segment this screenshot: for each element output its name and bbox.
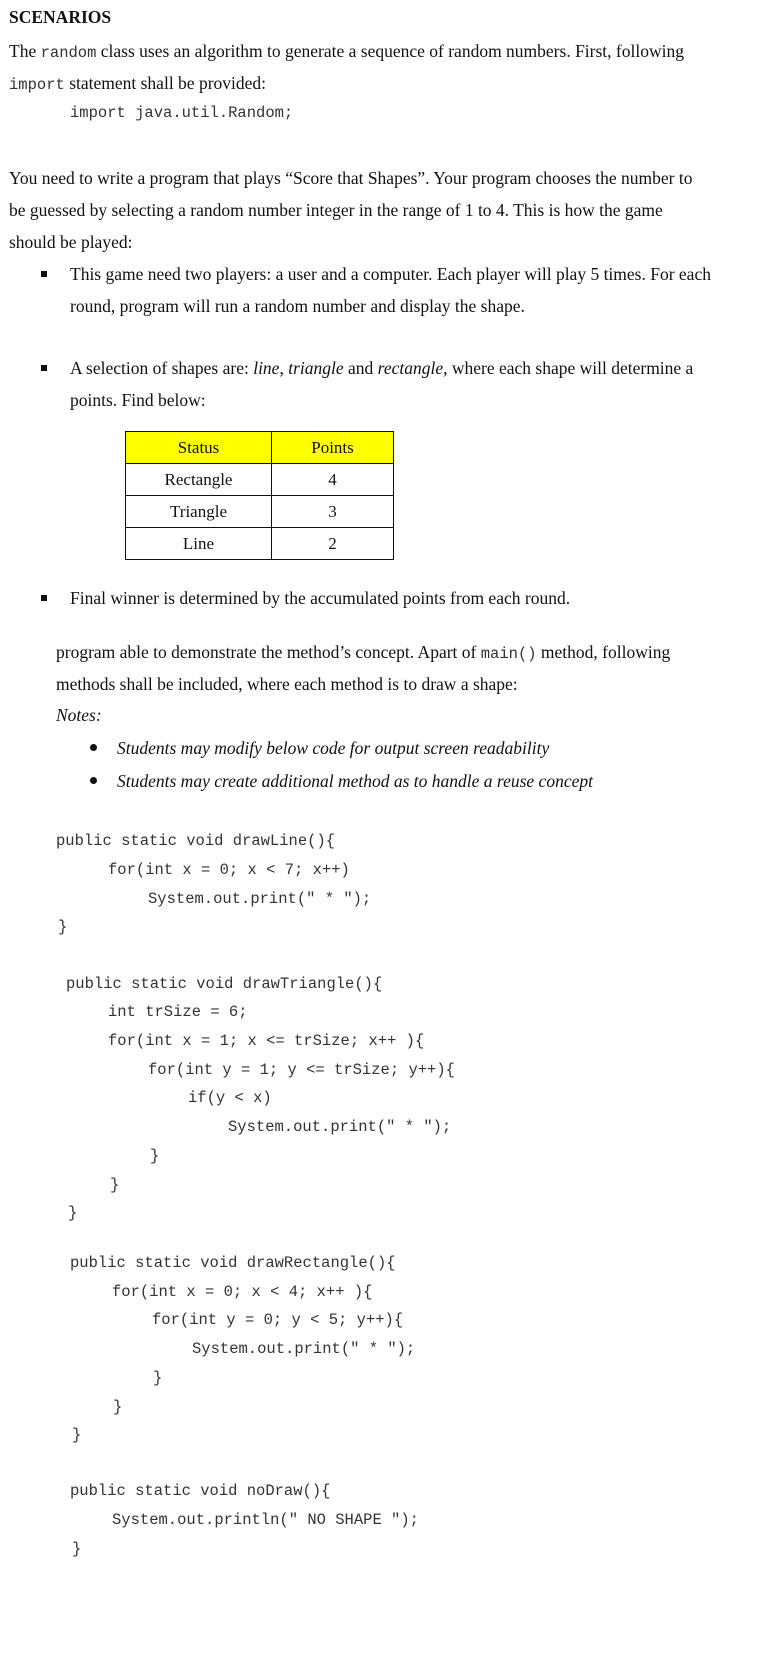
bullet-2-text: , [279, 358, 289, 378]
shape-rectangle: rectangle [377, 358, 444, 378]
shape-triangle: triangle [288, 358, 344, 378]
code-line: for(int y = 1; y <= trSize; y++){ [148, 1061, 455, 1079]
import-statement: import java.util.Random; [70, 104, 294, 122]
code-drawline-signature: public static void drawLine(){ [56, 832, 336, 850]
intro-line-2 [9, 72, 266, 96]
code-brace: } [68, 1204, 78, 1222]
table-header-row [126, 432, 394, 464]
code-brace: } [153, 1369, 163, 1387]
code-line: System.out.println(" NO SHAPE "); [112, 1511, 419, 1529]
bullet-2-line-1 [70, 357, 693, 379]
bullet-square-icon [41, 271, 47, 277]
bullet-2-text: and [343, 358, 378, 378]
code-line: System.out.print(" * "); [148, 890, 372, 908]
table-row [126, 528, 394, 560]
code-line: System.out.print(" * "); [228, 1118, 452, 1136]
code-line: int trSize = 6; [108, 1003, 248, 1021]
code-brace: } [110, 1176, 120, 1194]
bullet-square-icon [41, 595, 47, 601]
inline-code-random: random [40, 44, 97, 62]
game-paragraph-line-3: should be played: [9, 232, 133, 252]
intro-text: The [9, 41, 41, 61]
table-row [126, 464, 394, 496]
table-row [126, 496, 394, 528]
methods-line-1 [56, 641, 670, 665]
code-line: System.out.print(" * "); [192, 1340, 416, 1358]
game-paragraph-line-1: You need to write a program that plays “Score that Shapes”. Your program chooses the number to [9, 168, 693, 188]
code-line: for(int x = 1; x <= trSize; x++ ){ [108, 1032, 425, 1050]
status-cell: Line [126, 528, 272, 560]
code-drawrectangle-signature: public static void drawRectangle(){ [70, 1254, 396, 1272]
note-1: Students may modify below code for output screen readability [117, 738, 550, 758]
bullet-1-line-1: This game need two players: a user and a computer. Each player will play 5 times. For each [70, 264, 711, 284]
points-table [125, 431, 394, 560]
methods-text: program able to demonstrate the method’s concept. Apart of [56, 642, 481, 662]
header-status: Status [126, 432, 272, 464]
header-points: Points [272, 432, 394, 464]
code-brace: } [72, 1540, 82, 1558]
bullet-2-text: , where each shape will determine a [443, 358, 694, 378]
bullet-square-icon [41, 365, 47, 371]
intro-text: class uses an algorithm to generate a sequence of random numbers. First, following [96, 41, 684, 61]
code-brace: } [58, 918, 68, 936]
bullet-2-line-2: points. Find below: [70, 390, 206, 410]
bullet-dot-icon [90, 777, 97, 784]
methods-line-2: methods shall be included, where each method is to draw a shape: [56, 674, 518, 694]
game-paragraph-line-2: be guessed by selecting a random number integer in the range of 1 to 4. This is how the game [9, 200, 663, 220]
code-drawtriangle-signature: public static void drawTriangle(){ [66, 975, 383, 993]
status-cell: Triangle [126, 496, 272, 528]
inline-code-main: main() [480, 645, 537, 663]
notes-label: Notes: [56, 705, 102, 725]
intro-text: statement shall be provided: [64, 73, 267, 93]
bullet-dot-icon [90, 744, 97, 751]
intro-line-1 [9, 40, 684, 64]
bullet-3: Final winner is determined by the accumulated points from each round. [70, 588, 571, 608]
code-line: for(int x = 0; x < 7; x++) [108, 861, 350, 879]
code-line: for(int x = 0; x < 4; x++ ){ [112, 1283, 373, 1301]
code-brace: } [72, 1426, 82, 1444]
bullet-1-line-2: round, program will run a random number and display the shape. [70, 296, 525, 316]
shape-line: line [253, 358, 280, 378]
status-cell: Rectangle [126, 464, 272, 496]
page-title: SCENARIOS [9, 7, 112, 27]
code-brace: } [113, 1398, 123, 1416]
inline-code-import: import [9, 76, 65, 94]
points-cell: 2 [272, 528, 394, 560]
methods-text: method, following [536, 642, 671, 662]
code-line: for(int y = 0; y < 5; y++){ [152, 1311, 404, 1329]
points-cell: 4 [272, 464, 394, 496]
note-2: Students may create additional method as to handle a reuse concept [117, 771, 593, 791]
code-nodraw-signature: public static void noDraw(){ [70, 1482, 331, 1500]
points-cell: 3 [272, 496, 394, 528]
bullet-2-text: A selection of shapes are: [70, 358, 254, 378]
code-brace: } [150, 1147, 160, 1165]
code-line: if(y < x) [188, 1089, 272, 1107]
